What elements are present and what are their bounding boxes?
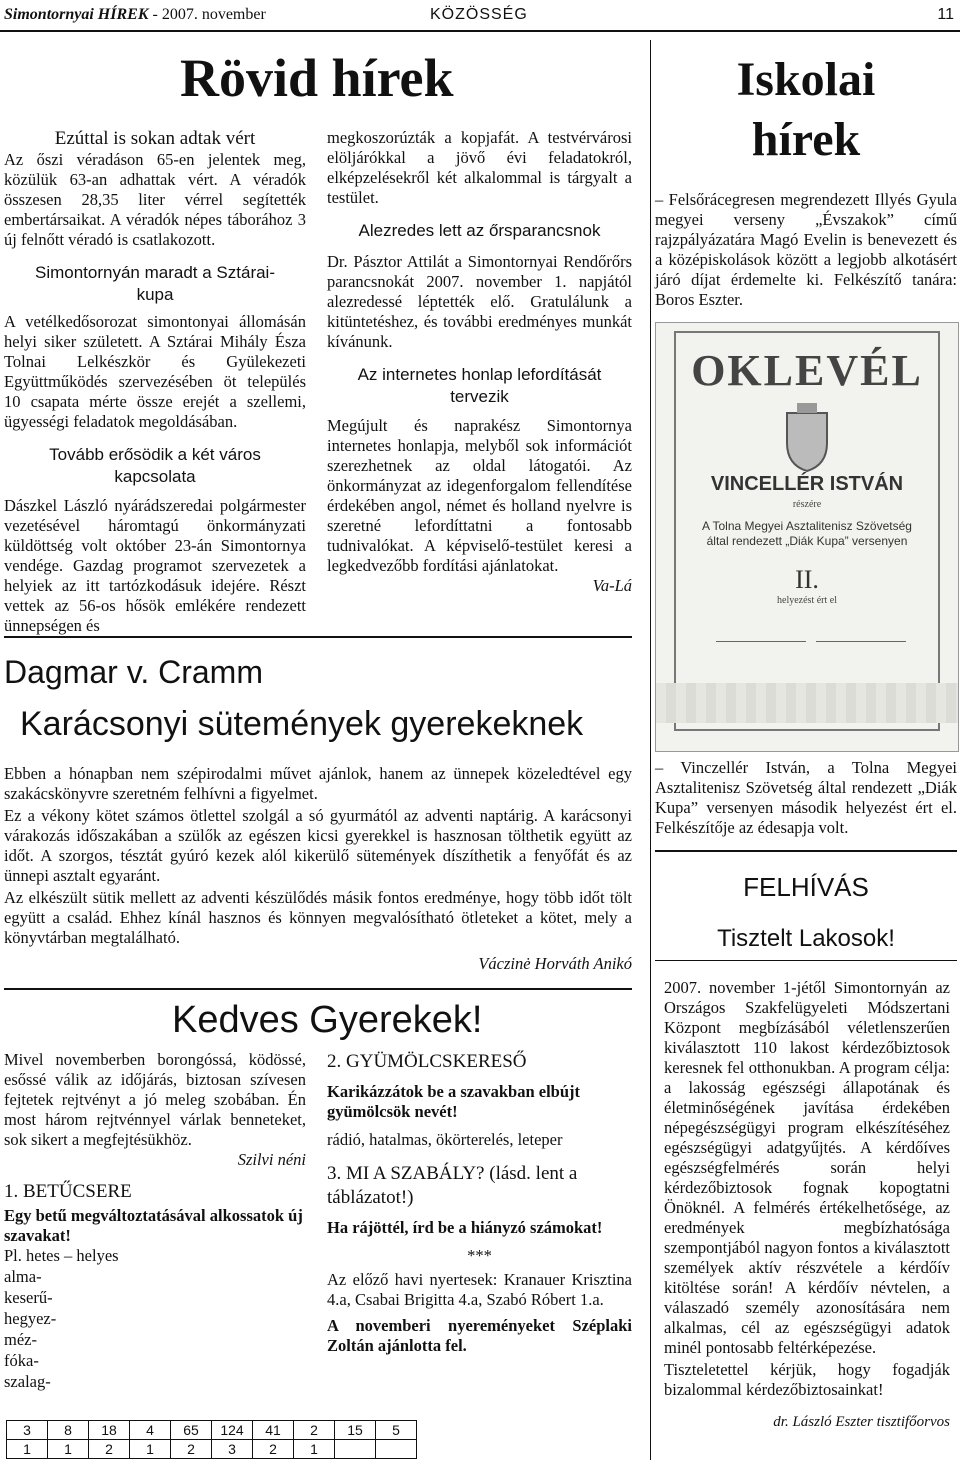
number-cell: 2: [253, 1440, 294, 1459]
felhivas-text-1: 2007. november 1-jétől Simontornyán az Országos Szakfelügyeleti Módszertani Központ megbízásából véletlenszerűen kiválasztott 110 lakost kérdezőbiztosok keresnek fel otthonukban. A program célja: a lakosság egészségi állapotának és életminőségének javítása érdekében népegészségügyi program elkészítéséhez egészségügyi adatgyűjtés. A kérdőíves egészségfelmérés során helyi kérdezőbiztosok fognak kopogtatni Önöknél. A felmérés értékelhetősége, az eredmények megbízhatósága szempontjából nagyon fontos a kiválasztott személyek aktív részvétele a kérdőív kitöltése során! A kérdőív névtelen, a válaszadó személy azonosítására nem alkalmas, cél az egészségügyi adatok minél pontosabb feltérképezése.: [664, 978, 950, 1357]
number-cell: 2: [294, 1421, 335, 1440]
book-bottom-rule: [4, 988, 632, 990]
book-text-3: Az elkészült sütik mellett az adventi készülődés másik fontos eredménye, hogy több időt tölt együtt a család. Ehhez kínál hasznos és könnyen megvalósítható ötleteket a kötet, mely a könyvtárban megtalálható.: [4, 888, 632, 947]
book-review: [4, 764, 632, 974]
signature-line-2: [816, 641, 906, 642]
diploma-heading: OKLEVÉL: [691, 346, 923, 395]
number-cell: 65: [171, 1421, 212, 1440]
number-cell: 3: [7, 1421, 48, 1440]
iskolai-text-1: – Felsőrácegresen megrendezett Illyés Gyula megyei verseny „Évszakok” című rajzpályázatára Magó Evelin is benevezett és a középiskolások között a legjobb alkotásért járó díjat érdemelte ki. Felkészítő tanára: Boros Eszter.: [655, 190, 957, 309]
puzzle-word: alma-: [4, 1267, 42, 1286]
iskolai-text-2-wrap: [655, 758, 957, 838]
rovid-col-1: [4, 128, 306, 636]
prize-sponsor: A novemberi nyereményeket Széplaki Zoltán ajánlotta fel.: [327, 1316, 632, 1355]
column-divider: [650, 40, 651, 1460]
puzzle-2-words: rádió, hatalmas, ökörterelés, leteper: [327, 1130, 563, 1149]
book-text-2: Ez a vékony kötet számos ötlettel szolgál a só gyurmától az adventi naptárig. A karácsonyi várakozás időszakában a szülők az egészen kicsi gyerekkel is hasznosan tölthetik együtt az időt. A szorgos, tésztát gyúró kezek alól kikerülő sütemények díszíthetik a fenyőfát és az ünnepi asztalt egyaránt.: [4, 806, 632, 885]
number-cell: 18: [89, 1421, 130, 1440]
number-row-1: [7, 1421, 417, 1440]
book-signature: Váczinė Horváth Anikó: [478, 954, 632, 973]
previous-winners: Az előző havi nyertesek: Kranauer Krisztina 4.a, Csabai Brigitta 4.a, Szabó Róbert 1.a.: [327, 1270, 632, 1309]
number-cell: 1: [48, 1440, 89, 1459]
diploma-place: II.: [795, 565, 819, 594]
number-cell: 1: [130, 1440, 171, 1459]
number-cell: 8: [48, 1421, 89, 1440]
iskolai-title: [652, 50, 960, 170]
diploma-footer-ornament: [656, 683, 958, 723]
number-cell: 41: [253, 1421, 294, 1440]
news-text-4: megkoszorúzták a kopjafát. A testvérvárosi elöljárókkal a jövő évi feladatokról, elképzelésekről két alkalommal is tárgyalt a testület.: [327, 128, 632, 207]
number-cell: 2: [171, 1440, 212, 1459]
felhivas-subtitle: Tisztelt Lakosok!: [717, 925, 895, 952]
number-cell: 1: [294, 1440, 335, 1459]
puzzle-3-instruction: Ha rájöttél, írd be a hiányzó számokat!: [327, 1218, 603, 1237]
number-row-2: [7, 1440, 417, 1459]
iskolai-title-line2: hírek: [751, 113, 861, 166]
felhivas-text-2: Tiszteletettel kérjük, hogy fogadják bizalommal kérdezőbiztosainkat!: [664, 1360, 950, 1399]
number-cell[interactable]: [376, 1440, 417, 1459]
number-cell: 5: [376, 1421, 417, 1440]
news-text-2: A vetélkedősorozat simontonyai állomásán helyi siker született. A Sztárai Mihály Észa Tolnai Lelkészkör és Gyülekezeti Együttműködés szervezésében öt település 10 csapata mérte össze erejét a szellemi, ügyességi feladatok megoldásában.: [4, 312, 306, 431]
rovid-bottom-rule: [4, 636, 632, 638]
kids-col-2: [327, 1050, 632, 1356]
number-cell: 124: [212, 1421, 253, 1440]
puzzle-3-title: 3. MI A SZABÁLY? (lásd. lent a táblázatot!): [327, 1163, 578, 1208]
news-signature: Va-Lá: [592, 576, 632, 595]
number-cell: 1: [7, 1440, 48, 1459]
diploma-image: [655, 322, 959, 752]
book-title: Karácsonyi sütemények gyerekeknek: [20, 705, 584, 743]
header-page-number: 11: [937, 6, 954, 23]
news-text-5: Dr. Pásztor Attilát a Simontornyai Rendőrőrs parancsnokát 2007. november 1. napjától alezredessé léptették elő. Gratulálunk a kitüntetéshez, és további eredményes munkát kívánunk.: [327, 252, 632, 351]
number-cell: 15: [335, 1421, 376, 1440]
felhivas-title: FELHÍVÁS: [743, 872, 869, 902]
puzzle-word: fóka-: [4, 1351, 39, 1370]
header-publication: Simontornyai HÍREK - 2007. november: [4, 6, 266, 23]
puzzle-word: keserű-: [4, 1288, 53, 1307]
coat-of-arms-icon: [781, 403, 833, 473]
diploma-sub: részére: [792, 499, 822, 510]
felhivas-box: [655, 850, 957, 961]
puzzle-1-example: Pl. hetes – helyes: [4, 1246, 119, 1265]
iskolai-text-2: – Vinczellér István, a Tolna Megyei Asztalitenisz Szövetség által rendezett „Diák Kupa” versenyen második helyezést ért el. Felkészítője az édesapja volt.: [655, 758, 957, 837]
puzzle-3-table: [6, 1420, 417, 1459]
iskolai-text: [655, 190, 957, 310]
number-cell: 3: [212, 1440, 253, 1459]
news-text-1: Az őszi véradáson 65-en jelentek meg, közülük 63-an adhattak vért. A véradók összesen 28,35 liter vérrel segítették embertársaikat. A véradók népes táborához 3 új felnőtt véradó is csatlakozott.: [4, 150, 306, 249]
puzzle-1-title: 1. BETŰCSERE: [4, 1181, 132, 1202]
puzzle-word: szalag-: [4, 1372, 51, 1391]
kids-signature: Szilvi néni: [237, 1150, 306, 1169]
number-cell: 4: [130, 1421, 171, 1440]
news-text-3: Dászkel László nyárádszeredai polgármester vezetésével háromtagú önkormányzati küldöttség volt október 23-án Simontornya vendége. Gazdag programot szervezetek a helyiek az itt tartózkodásuk idejére. Részt vettek az 56-os hősök emlékére rendezett ünnepségen és: [4, 496, 306, 635]
header-section: KÖZÖSSÉG: [430, 6, 528, 23]
news-heading-5: Az internetes honlap lefordítását tervezik: [357, 365, 602, 406]
puzzle-word: hegyez-: [4, 1309, 57, 1328]
news-heading-4: Alezredes lett az őrsparancsnok: [358, 221, 601, 240]
puzzle-2-title: 2. GYÜMÖLCSKERESŐ: [327, 1051, 527, 1072]
signature-line-1: [716, 641, 806, 642]
puzzle-2-instruction: Karikázzátok be a szavakban elbújt gyümölcsök nevét!: [327, 1082, 581, 1121]
puzzle-1-instruction: Egy betű megváltoztatásával alkossatok új szavakat!: [4, 1206, 303, 1245]
kids-col-1: [4, 1050, 306, 1392]
book-text-1: Ebben a hónapban nem szépirodalmi művet ajánlok, hanem az ünnepek közeledtével egy szakácskönyvre szeretném felhívni a figyelmet.: [4, 764, 632, 803]
news-heading-2: Simontornyán maradt a Sztárai-kupa: [35, 263, 275, 304]
felhivas-body: [664, 978, 950, 1432]
kids-title: Kedves Gyerekek!: [172, 999, 483, 1041]
puzzle-1-words: [4, 1266, 306, 1392]
felhivas-signature: dr. László Eszter tisztifőorvos: [773, 1414, 950, 1430]
diploma-organizer: A Tolna Megyei Asztalitenisz Szövetség által rendezett „Diák Kupa” versenyen: [702, 519, 912, 548]
header-rule: [0, 30, 960, 32]
book-author: Dagmar v. Cramm: [4, 654, 263, 690]
number-grid: [6, 1420, 417, 1459]
separator-stars: ***: [467, 1246, 492, 1265]
news-heading-3: Tovább erősödik a két város kapcsolata: [49, 445, 261, 486]
puzzle-word: méz-: [4, 1330, 37, 1349]
rovid-col-2: [327, 128, 632, 596]
number-cell: 2: [89, 1440, 130, 1459]
number-cell[interactable]: [335, 1440, 376, 1459]
rovid-title: Rövid hírek: [180, 48, 454, 108]
news-text-6: Megújult és naprakész Simontornya internetes honlapja, melyből sok információt szerezhetnek az oldal látogatói. Az önkormányzat az idegenforgalom fellendítése érdekében angol, német és holland nyelvre is szeretné lefordíttatni a fontosabb tudnivalókat. A képviselő-testület keresi a legkedvezőbb fordítási ajánlatokat.: [327, 416, 632, 575]
diploma-recipient: VINCELLÉR ISTVÁN: [710, 473, 904, 495]
diploma-place-label: helyezést ért el: [777, 595, 837, 606]
kids-intro: Mivel novemberben borongóssá, ködössé, esőssé válik az időjárás, biztosan szívesen fejtetek rejtvényt a jó meleg szobában. Én most három rejtvénnyel várlak benneteket, sok sikert a megfejtésükhöz.: [4, 1050, 306, 1149]
news-heading-1: Ezúttal is sokan adtak vért: [54, 128, 256, 149]
iskolai-title-line1: Iskolai: [736, 53, 876, 106]
page-header: [0, 4, 960, 28]
